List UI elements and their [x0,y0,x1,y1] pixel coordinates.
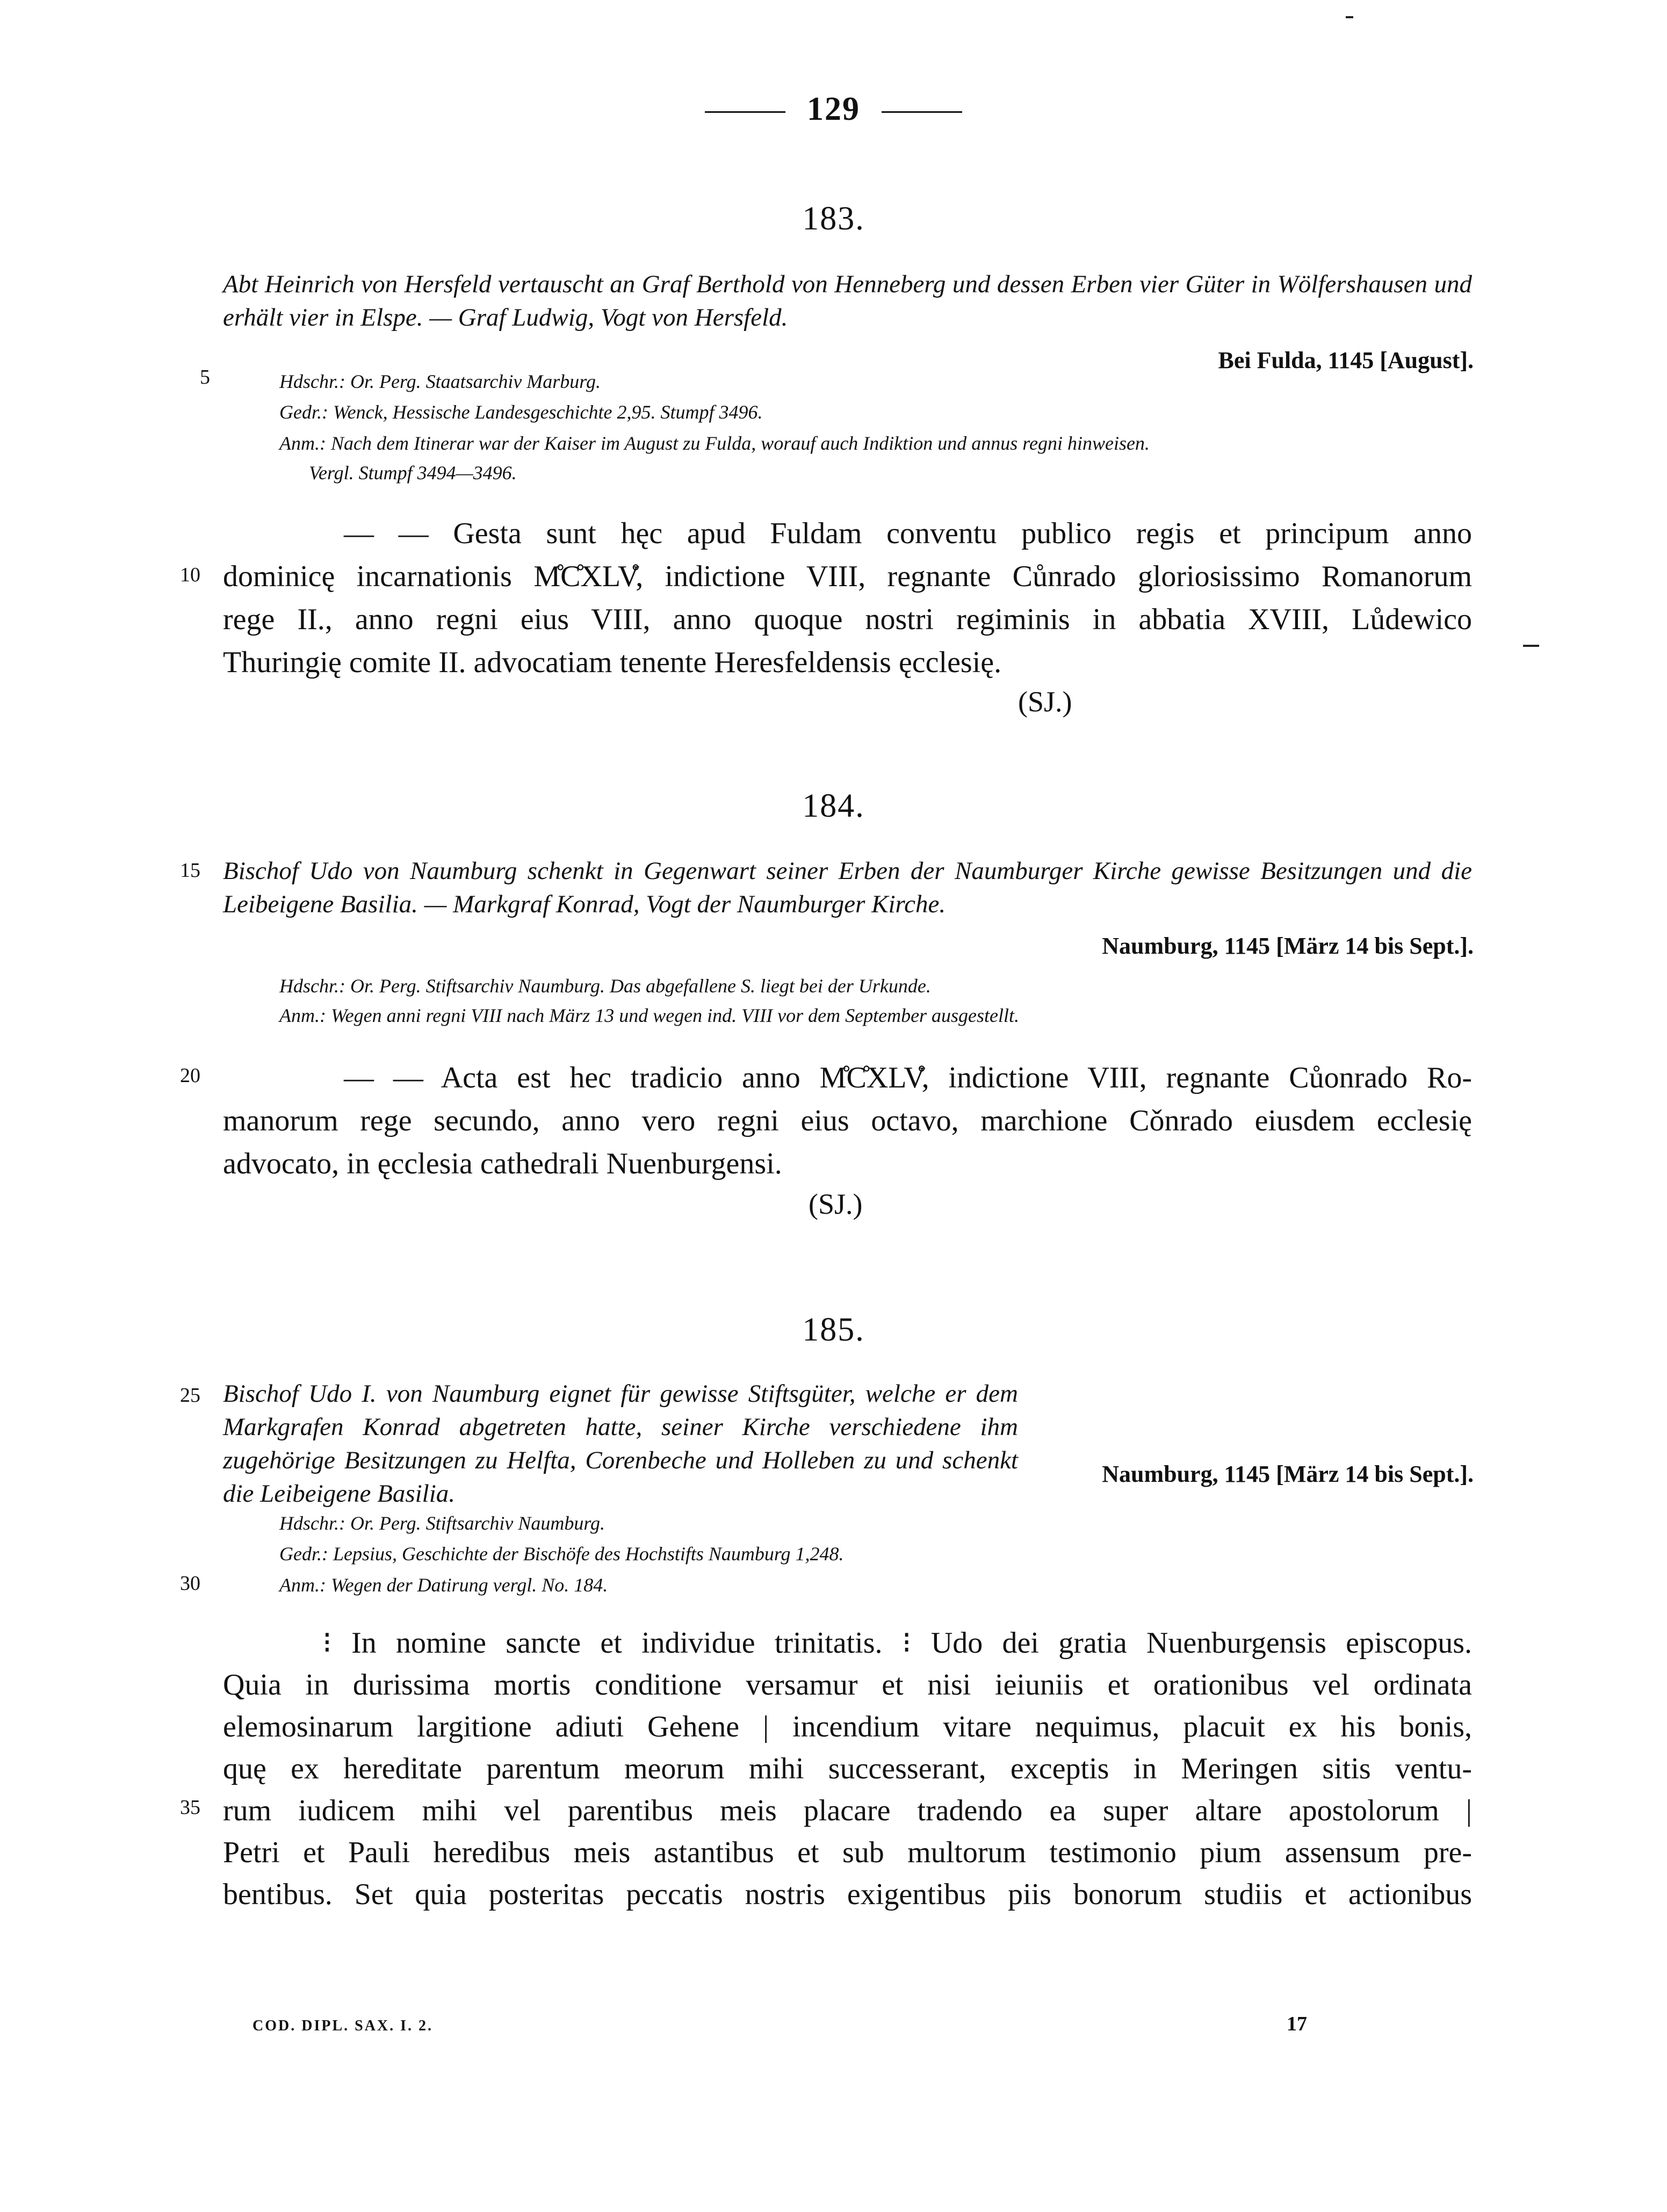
charter-text-line: advocato, in ęcclesia cathedrali Nuenburgensi. [223,1147,782,1180]
line-number: 10 [180,564,200,586]
margin-mark [1523,645,1539,647]
footer-sheet-number: 17 [1287,2013,1307,2035]
margin-mark [1346,16,1353,18]
line-number: 15 [180,859,200,882]
footer-signature: COD. DIPL. SAX. I. 2. [252,2018,434,2034]
manuscript-note: Hdschr.: Or. Perg. Staatsarchiv Marburg. [279,371,601,392]
print-note: Gedr.: Wenck, Hessische Landesgeschichte 2,95. Stumpf 3496. [279,401,763,423]
charter-text-line: — — Acta est hec tradicio anno M̊C̊XLV̊, indictione VIII, regnante Cůonrado Ro- [344,1061,1472,1094]
header-rule-right [882,111,962,113]
charter-text-line: ⁝ In nomine sancte et individue trinitatis. ⁝ Udo dei gratia Nuenburgensis episcopus. [322,1626,1472,1660]
charter-text-line: bentibus. Set quia posteritas peccatis nostris exigentibus piis bonorum studiis et actionibus [223,1878,1472,1911]
folio-number: 129 [807,91,860,127]
annotation-note: Anm.: Wegen der Datirung vergl. No. 184. [279,1574,608,1596]
manuscript-note: Hdschr.: Or. Perg. Stiftsarchiv Naumburg. Das abgefallene S. liegt bei der Urkunde. [279,975,931,997]
manuscript-note: Hdschr.: Or. Perg. Stiftsarchiv Naumburg. [279,1512,605,1534]
page-header [0,90,1667,128]
entry-regest: Bischof Udo von Naumburg schenkt in Gegenwart seiner Erben der Naumburger Kirche gewisse Besitzungen und die Leibeigene Basilia. — Markgraf Konrad, Vogt der Naumburger Kirche. [223,857,1472,918]
charter-text-line: rege II., anno regni eius VIII, anno quoque nostri regiminis in abbatia XVIII, Lůdewico [223,603,1472,636]
annotation-note: Anm.: Wegen anni regni VIII nach März 13 und wegen ind. VIII vor dem September ausgestellt. [279,1005,1020,1026]
entry-number: 183. [802,200,865,237]
print-note: Gedr.: Lepsius, Geschichte der Bischöfe des Hochstifts Naumburg 1,248. [279,1543,844,1565]
line-number: 35 [180,1796,200,1819]
charter-text-line: — — Gesta sunt hęc apud Fuldam conventu publico regis et principum anno [344,517,1472,550]
charter-text-line: Petri et Pauli heredibus meis astantibus et sub multorum testimonio pium assensum pre- [223,1836,1472,1869]
editor-sign: (SJ.) [809,1188,863,1220]
entry-date: Naumburg, 1145 [März 14 bis Sept.]. [1102,933,1474,959]
line-number: 20 [180,1064,200,1087]
entry-date: Bei Fulda, 1145 [August]. [1218,347,1474,373]
entry-date: Naumburg, 1145 [März 14 bis Sept.]. [1102,1461,1474,1487]
line-number: 30 [180,1572,200,1595]
entry-regest: Abt Heinrich von Hersfeld vertauscht an Graf Berthold von Henneberg und dessen Erben vier Güter in Wölfershausen und erhält vier in Elspe. — Graf Ludwig, Vogt von Hersfeld. [223,270,1472,332]
line-number: 25 [180,1384,200,1407]
entry-number: 184. [802,788,865,824]
charter-text-line: dominicę incarnationis M̊C̊XLV̊, indictione VIII, regnante Cůnrado gloriosissimo Romanorum [223,560,1472,593]
entry-regest: Bischof Udo I. von Naumburg eignet für gewisse Stiftsgüter, welche er dem Markgrafen Konrad abgetreten hatte, seiner Kirche verschiedene ihm zugehörige Besitzungen zu Helfta, Corenbeche und Holleben zu und schenkt die Leibeigene Basilia. [223,1380,1018,1508]
charter-text-line: manorum rege secundo, anno vero regni eius octavo, marchione Cǒnrado eiusdem ecclesię [223,1104,1472,1137]
annotation-note: Anm.: Nach dem Itinerar war der Kaiser im August zu Fulda, worauf auch Indiktion und annus regni hinweisen. [279,433,1150,454]
line-number: 5 [200,366,210,388]
charter-text-line: quę ex hereditate parentum meorum mihi successerant, exceptis in Meringen sitis ventu- [223,1752,1472,1785]
charter-text-line: Thuringię comite II. advocatiam tenente Heresfeldensis ęcclesię. [223,646,1002,679]
charter-text-line: rum iudicem mihi vel parentibus meis placare tradendo ea super altare apostolorum | [223,1794,1472,1827]
editor-sign: (SJ.) [1018,686,1072,718]
charter-text-line: Quia in durissima mortis conditione versamur et nisi ieiuniis et orationibus vel ordinata [223,1668,1472,1702]
header-rule-left [705,111,785,113]
charter-text-line: elemosinarum largitione adiuti Gehene | incendium vitare nequimus, placuit ex his bonis, [223,1710,1472,1743]
annotation-note-cont: Vergl. Stumpf 3494—3496. [309,462,517,484]
entry-number: 185. [802,1312,865,1348]
